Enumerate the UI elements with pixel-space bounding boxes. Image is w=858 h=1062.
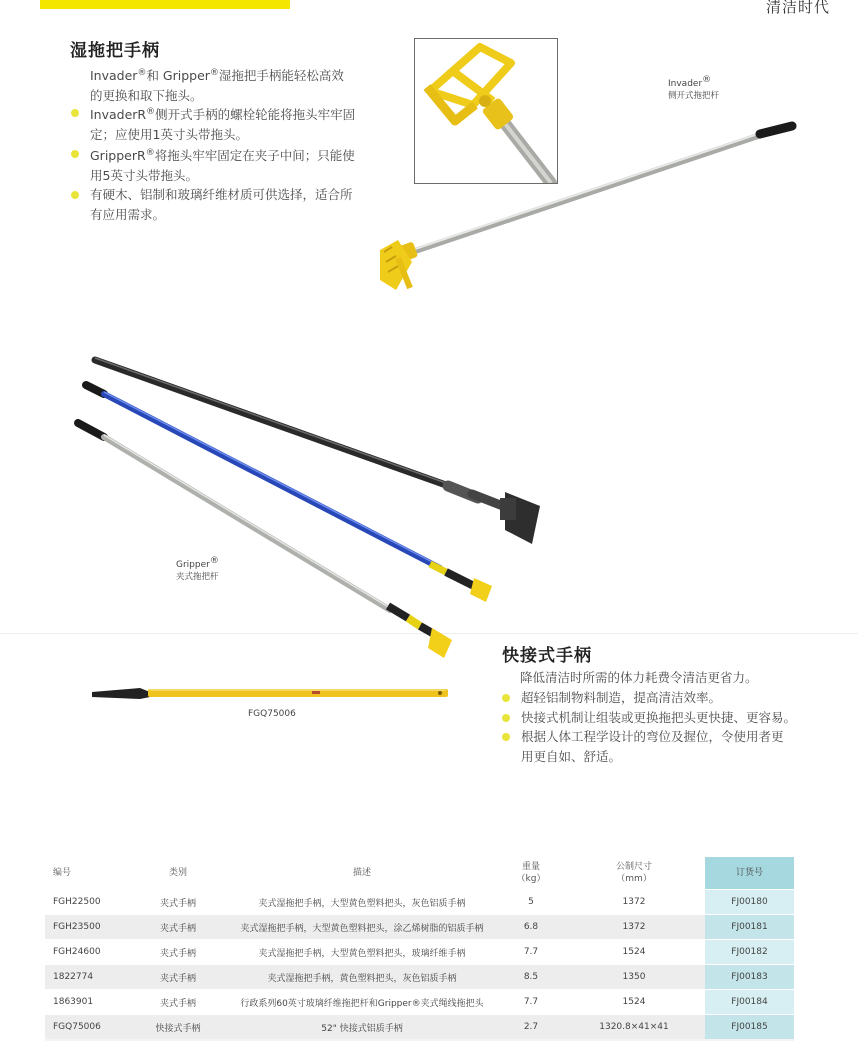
cell-weight: 6.8 bbox=[499, 915, 563, 940]
cell-code: FGH22500 bbox=[45, 890, 131, 915]
cell-desc: 夹式湿拖把手柄，大型黄色塑料把头，玻璃纤维手柄 bbox=[225, 940, 499, 965]
cell-order: FJ00185 bbox=[705, 1015, 794, 1040]
table-header-row bbox=[45, 857, 794, 890]
cell-size: 1320.8×41×41 bbox=[563, 1015, 705, 1040]
cell-order: FJ00182 bbox=[705, 940, 794, 965]
cell-desc: 夹式湿拖把手柄，黄色塑料把头，灰色铝质手柄 bbox=[225, 965, 499, 990]
table-row bbox=[45, 940, 794, 965]
quick-connect-bullets bbox=[503, 688, 813, 766]
header-code: 编号 bbox=[45, 857, 131, 890]
cell-desc: 夹式湿拖把手柄，大型黄色塑料把头，灰色铝质手柄 bbox=[225, 890, 499, 915]
cell-desc: 夹式湿拖把手柄，大型黄色塑料把头，涂乙烯树脂的铝质手柄 bbox=[225, 915, 499, 940]
blue-handle-image bbox=[86, 385, 492, 602]
list-item: 快接式机制让组装或更换拖把头更快捷、更容易。 bbox=[503, 708, 813, 728]
cell-category: 快接式手柄 bbox=[131, 1015, 225, 1040]
cell-code: 1822774 bbox=[45, 965, 131, 990]
cell-category: 夹式手柄 bbox=[131, 990, 225, 1015]
cell-order: FJ00184 bbox=[705, 990, 794, 1015]
cell-code: FGQ75006 bbox=[45, 1015, 131, 1040]
cell-desc: 52" 快接式铝质手柄 bbox=[225, 1015, 499, 1040]
list-item: 有硬木、铝制和玻璃纤维材质可供选择，适合所 有应用需求。 bbox=[72, 185, 382, 224]
brand-label: 清洁时代 bbox=[765, 0, 830, 16]
intro-line-2: 的更换和取下拖头。 bbox=[90, 87, 203, 103]
cell-size: 1524 bbox=[563, 990, 705, 1015]
cell-size: 1372 bbox=[563, 915, 705, 940]
table-row bbox=[45, 890, 794, 915]
cell-weight: 5 bbox=[499, 890, 563, 915]
intro-line-1: Invader®和 Gripper®湿拖把手柄能轻松高效 bbox=[90, 68, 344, 84]
cell-weight: 2.7 bbox=[499, 1015, 563, 1040]
cell-category: 夹式手柄 bbox=[131, 965, 225, 990]
cell-category: 夹式手柄 bbox=[131, 915, 225, 940]
cell-category: 夹式手柄 bbox=[131, 940, 225, 965]
gripper-caption: Gripper® 夹式拖把杆 bbox=[176, 556, 219, 582]
quick-connect-intro: 降低清洁时所需的体力耗费令清洁更省力。 bbox=[520, 670, 758, 685]
table-row bbox=[45, 915, 794, 940]
table-row bbox=[45, 1015, 794, 1040]
cell-code: FGH24600 bbox=[45, 940, 131, 965]
cell-size: 1524 bbox=[563, 940, 705, 965]
cell-weight: 7.7 bbox=[499, 990, 563, 1015]
spec-table bbox=[45, 857, 794, 1039]
header-order: 订货号 bbox=[705, 857, 794, 890]
cell-code: FGH23500 bbox=[45, 915, 131, 940]
invader-caption: Invader® 侧开式拖把杆 bbox=[668, 75, 720, 101]
list-item: 根据人体工程学设计的弯位及握位，令使用者更 用更自如、舒适。 bbox=[503, 727, 813, 766]
cell-order: FJ00181 bbox=[705, 915, 794, 940]
gray-handle-image bbox=[78, 423, 452, 658]
list-item: GripperR®将拖头牢牢固定在夹子中间；只能使 用5英寸头带拖头。 bbox=[72, 144, 382, 185]
cell-size: 1350 bbox=[563, 965, 705, 990]
table-row bbox=[45, 990, 794, 1015]
cell-category: 夹式手柄 bbox=[131, 890, 225, 915]
cell-weight: 7.7 bbox=[499, 940, 563, 965]
header-size: 公制尺寸 （mm） bbox=[563, 857, 705, 890]
header-category: 类别 bbox=[131, 857, 225, 890]
section-title-wet-mop: 湿拖把手柄 bbox=[70, 41, 160, 61]
section-title-quick-connect: 快接式手柄 bbox=[502, 646, 592, 666]
cell-order: FJ00180 bbox=[705, 890, 794, 915]
cell-desc: 行政系列60英寸玻璃纤维拖把杆和Gripper®夹式绳线拖把头 bbox=[225, 990, 499, 1015]
header-desc: 描述 bbox=[225, 857, 499, 890]
black-handle-image bbox=[95, 358, 540, 544]
fgq-handle-image bbox=[92, 688, 448, 699]
fgq-caption: FGQ75006 bbox=[248, 709, 296, 719]
cell-size: 1372 bbox=[563, 890, 705, 915]
list-item: InvaderR®侧开式手柄的螺栓轮能将拖头牢牢固 定；应使用1英寸头带拖头。 bbox=[72, 103, 382, 144]
cell-code: 1863901 bbox=[45, 990, 131, 1015]
table-row bbox=[45, 965, 794, 990]
cell-weight: 8.5 bbox=[499, 965, 563, 990]
header-weight: 重量 （kg） bbox=[499, 857, 563, 890]
list-item: 超轻铝制物料制造，提高清洁效率。 bbox=[503, 688, 813, 708]
invader-handle-image bbox=[380, 126, 792, 290]
cell-order: FJ00183 bbox=[705, 965, 794, 990]
